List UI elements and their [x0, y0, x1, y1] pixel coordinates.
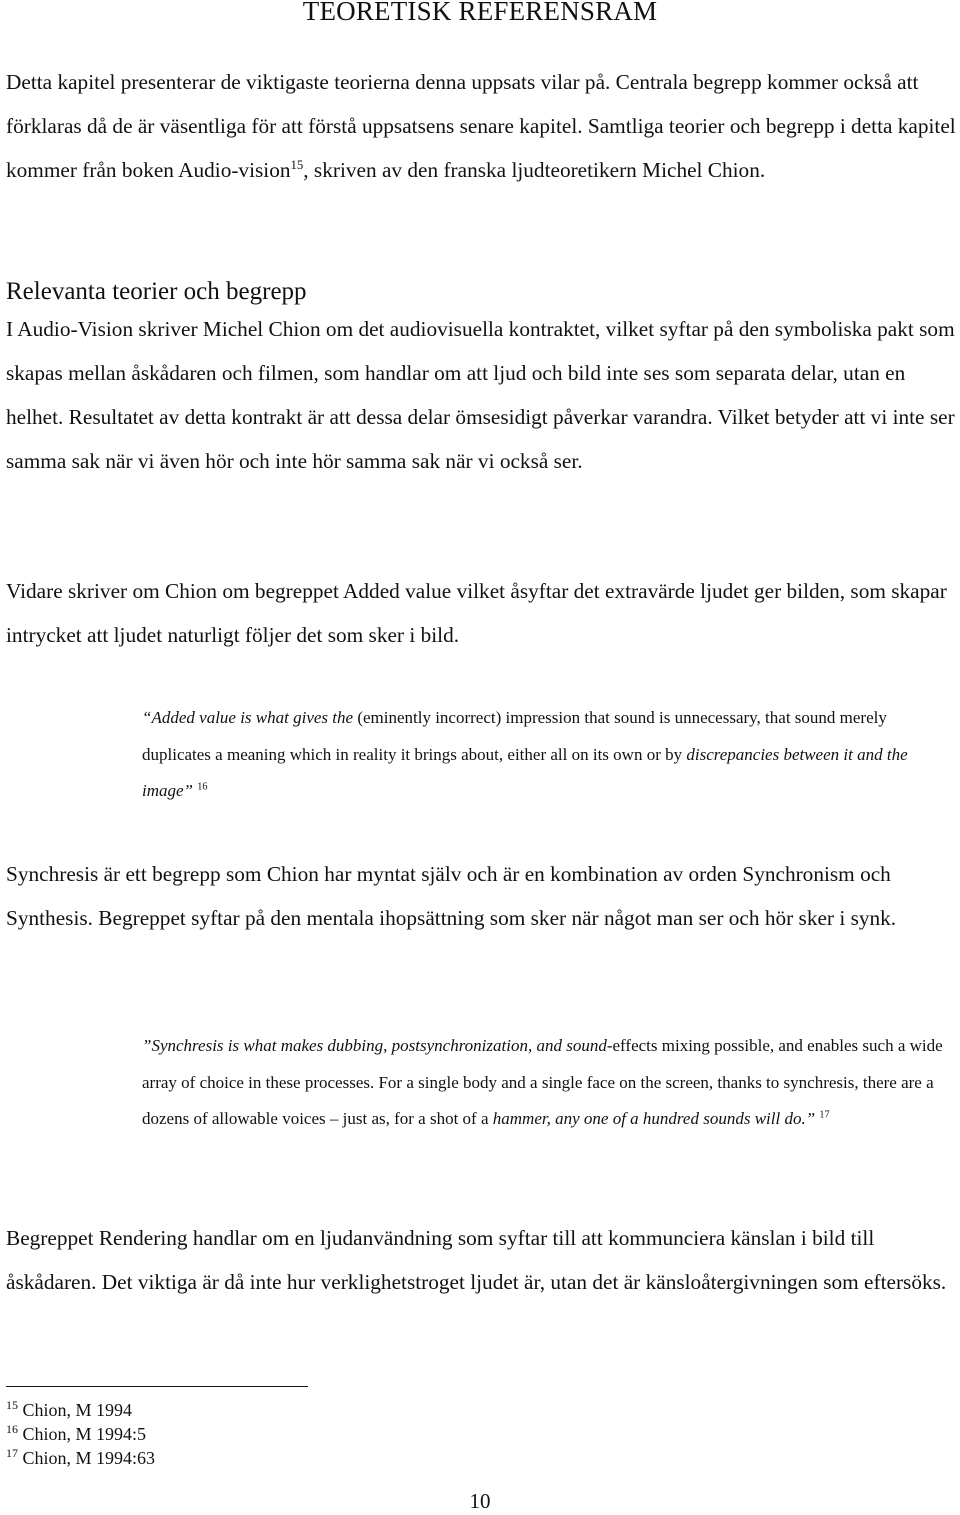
intro-text: Detta kapitel presenterar de viktigaste teorierna denna uppsats vilar på. Centrala begrepp kommer också att förklaras då de är väsentliga för att förstå uppsatsens senare kapitel. Samtliga teorier och begrepp i detta kapitel kommer från boken Audio-vision: [6, 70, 956, 182]
footnote-divider: [6, 1386, 308, 1387]
page-title: TEORETISK REFERENSRAM: [302, 0, 658, 26]
quote-italic-end: discrepancies between it and the image”: [142, 744, 908, 800]
intro-text-end: , skriven av den franska ljudteoretikern Michel Chion.: [303, 158, 766, 182]
footnote-15: $^{15}$ Chion, M 1994: [6, 1398, 133, 1420]
synchresis-paragraph: Synchresis är ett begrepp som Chion har myntat själv och är en kombination av orden Synchronism och Synthesis. Begreppet syftar på den mentala ihopsättning som sker när något man ser och hör sker i synk.: [6, 862, 897, 930]
synchresis-quote: [142, 1028, 960, 1138]
rendering-paragraph: Begreppet Rendering handlar om en ljudanvändning som syftar till att kommunciera känslan i bild till åskådaren. Det viktiga är då inte hur verklighetstroget ljudet är, utan det är känsloåtergivningen som eftersöks.: [6, 1226, 947, 1294]
quote-italic-start: “Added value is what gives the: [142, 708, 354, 727]
quote-text: -effects mixing possible, and enables such a wide array of choice in these processes. For a single body and a single face on the screen, thanks to synchresis, there are a dozens of allowable voices – just as, for a shot of a: [142, 1036, 943, 1128]
footnote-17: $^{17}$ Chion, M 1994:63: [6, 1446, 156, 1468]
section-heading: Relevanta teorier och begrepp: [6, 278, 307, 305]
footnote-ref-16[interactable]: 16: [197, 781, 208, 793]
added-value-paragraph: Vidare skriver om Chion om begreppet Added value vilket åsyftar det extravärde ljudet ger bilden, som skapar intrycket att ljudet naturligt följer det som sker i bild.: [6, 579, 947, 647]
footnote-ref-17[interactable]: 17: [819, 1109, 830, 1121]
footnotes: [6, 1398, 155, 1470]
quote-italic-start: ”Synchresis is what makes dubbing, postsynchronization, and sound: [142, 1036, 607, 1055]
page-number: 10: [469, 1489, 491, 1513]
added-value-quote: [142, 700, 960, 810]
quote-text: (eminently incorrect) impression that sound is unnecessary, that sound merely duplicates a meaning which in reality it brings about, either all on its own or by: [142, 708, 887, 764]
quote-italic-end: hammer, any one of a hundred sounds will do.”: [492, 1109, 816, 1128]
footnote-16: $^{16}$ Chion, M 1994:5: [6, 1422, 147, 1444]
footnote-ref-15[interactable]: 15: [290, 157, 304, 172]
contract-paragraph: I Audio-Vision skriver Michel Chion om det audiovisuella kontraktet, vilket syftar på den symboliska pakt som skapas mellan åskådaren och filmen, som handlar om att ljud och bild inte ses som separata delar, utan en helhet. Resultatet av detta kontrakt är att dessa delar ömsesidigt påverkar varandra. Vilket betyder att vi inte ser samma sak när vi även hör och inte hör samma sak när vi också ser.: [6, 317, 955, 473]
intro-paragraph: [6, 60, 958, 192]
